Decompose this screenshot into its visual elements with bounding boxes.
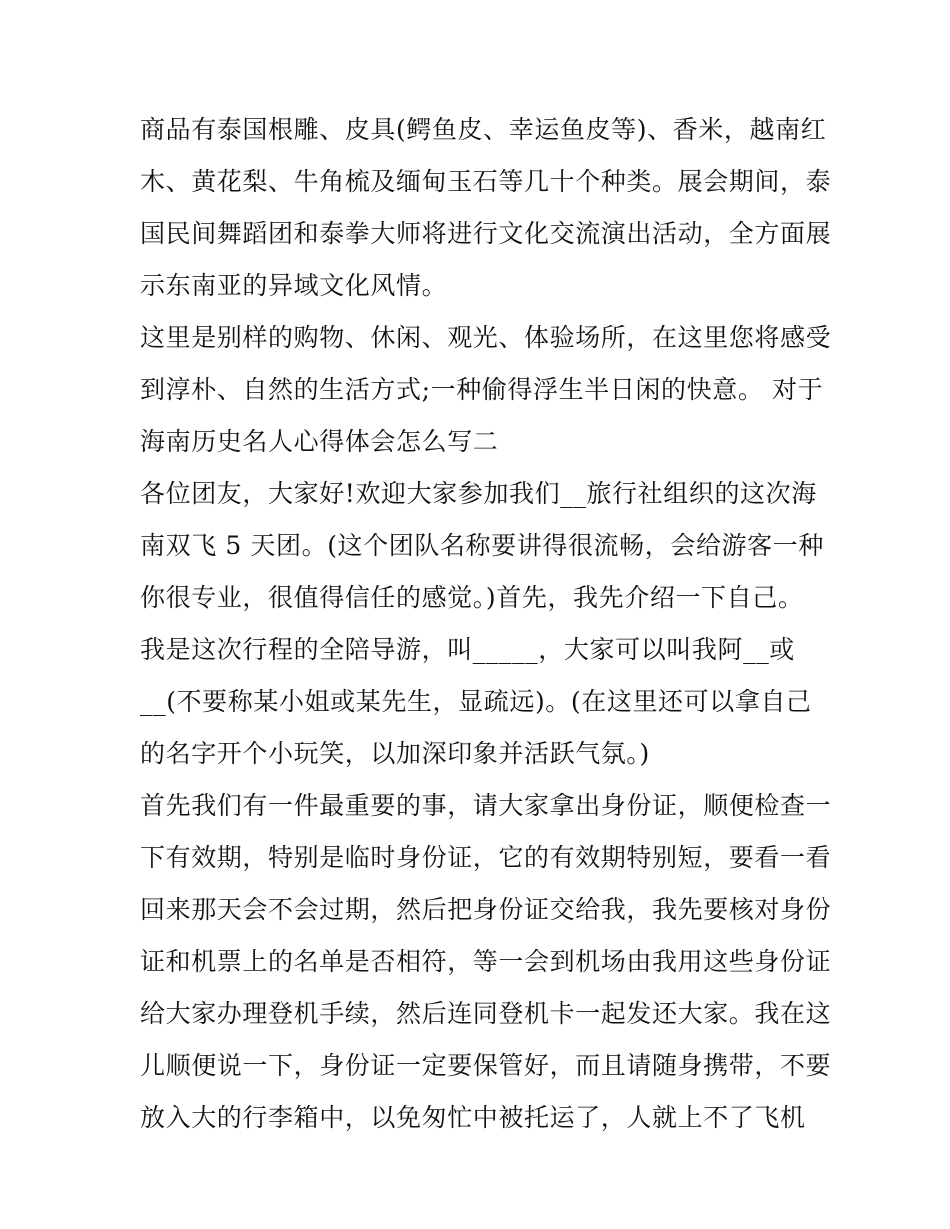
text-line: 放入大的行李箱中，以免匆忙中被托运了，人就上不了飞机 <box>140 1103 806 1132</box>
text-line: 示东南亚的异域文化风情。 <box>140 271 448 300</box>
text-line: 儿顺便说一下，身份证一定要保管好，而且请随身携带，不要 <box>140 1051 832 1080</box>
text-line: 回来那天会不会过期，然后把身份证交给我，我先要核对身份 <box>140 895 832 924</box>
section-heading: 海南历史名人心得体会怎么写二 <box>140 427 499 456</box>
text-line: 下有效期，特别是临时身份证，它的有效期特别短，要看一看 <box>140 843 832 872</box>
text-line: 给大家办理登机手续，然后连同登机卡一起发还大家。我在这 <box>140 999 832 1028</box>
text-line: 各位团友，大家好!欢迎大家参加我们__旅行社组织的这次海 <box>140 479 817 508</box>
text-line: 国民间舞蹈团和泰拳大师将进行文化交流演出活动，全方面展 <box>140 219 832 248</box>
document-body <box>140 104 830 1144</box>
text-line: 的名字开个小玩笑，以加深印象并活跃气氛。) <box>140 739 650 768</box>
text-line: 你很专业，很值得信任的感觉。)首先，我先介绍一下自己。 <box>140 583 804 612</box>
text-line: 首先我们有一件最重要的事，请大家拿出身份证，顺便检查一 <box>140 791 832 820</box>
text-line: 证和机票上的名单是否相符，等一会到机场由我用这些身份证 <box>140 947 832 976</box>
text-line: 南双飞 5 天团。(这个团队名称要讲得很流畅，会给游客一种 <box>140 531 824 560</box>
text-line: __(不要称某小姐或某先生，显疏远)。(在这里还可以拿自己 <box>140 687 812 716</box>
text-line: 我是这次行程的全陪导游，叫_____，大家可以叫我阿__或 <box>140 635 795 664</box>
text-line: 到淳朴、自然的生活方式;一种偷得浮生半日闲的快意。 对于 <box>140 375 824 404</box>
text-line: 商品有泰国根雕、皮具(鳄鱼皮、幸运鱼皮等)、香米，越南红 <box>140 115 827 144</box>
text-line: 木、黄花梨、牛角梳及缅甸玉石等几十个种类。展会期间，泰 <box>140 167 832 196</box>
text-line: 这里是别样的购物、休闲、观光、体验场所，在这里您将感受 <box>140 323 832 352</box>
